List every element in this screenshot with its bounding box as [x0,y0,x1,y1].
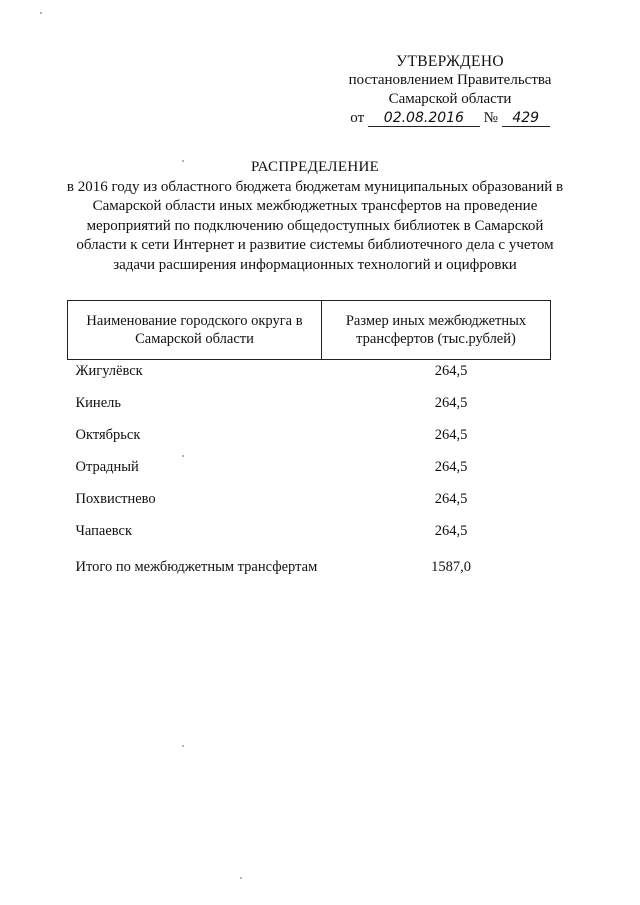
municipality-name: Октябрьск [75,427,141,443]
table-row [68,392,551,424]
header-municipality: Наименование городского округа в Самарской области [68,301,322,360]
approval-block [330,52,570,128]
transfer-amount: 264,5 [434,427,468,443]
total-row [68,552,551,576]
distribution-table [67,300,551,576]
total-label: Итого по межбюджетным трансфертам [75,559,318,575]
number-sign: № [483,110,498,126]
heading-title: РАСПРЕДЕЛЕНИЕ [250,159,380,175]
handwritten-date: 02.08.2016 [368,110,480,127]
date-prefix: от [350,110,365,126]
document-heading [60,158,570,275]
municipality-name: Кинель [75,395,121,411]
scan-speck [240,877,242,879]
transfer-amount: 264,5 [434,523,468,539]
municipality-name: Отрадный [75,459,139,475]
approval-title: УТВЕРЖДЕНО [396,53,504,70]
scan-speck [40,12,42,14]
table-header-row [68,301,551,360]
scan-speck [182,745,184,747]
transfer-amount: 264,5 [434,459,468,475]
total-amount: 1587,0 [431,559,471,575]
table-row [68,520,551,552]
scan-speck [182,160,184,162]
transfer-amount: 264,5 [434,363,468,379]
table-row [68,360,551,393]
approval-line-2: Самарской области [388,91,512,107]
transfer-amount: 264,5 [434,491,468,507]
municipality-name: Жигулёвск [75,363,143,379]
table-row [68,488,551,520]
municipality-name: Чапаевск [75,523,133,539]
municipality-name: Похвистнево [75,491,156,507]
header-amount: Размер иных межбюджетных трансфертов (тыс.рублей) [322,301,551,360]
approval-line-1: постановлением Правительства [348,72,552,88]
handwritten-number: 429 [502,110,550,127]
table-row [68,456,551,488]
approval-date-line [330,109,570,128]
transfer-amount: 264,5 [434,395,468,411]
heading-text: в 2016 году из областного бюджета бюджетам муниципальных образований в Самарской области иных межбюджетных трансфертов на проведение мероприятий по подключению общедоступных библиотек в Самарской области к сети Интернет и развитие системы библиотечного дела с учетом задачи расширения информационных технологий и оцифровки [66,178,564,273]
scan-speck [182,455,184,457]
table-row [68,424,551,456]
